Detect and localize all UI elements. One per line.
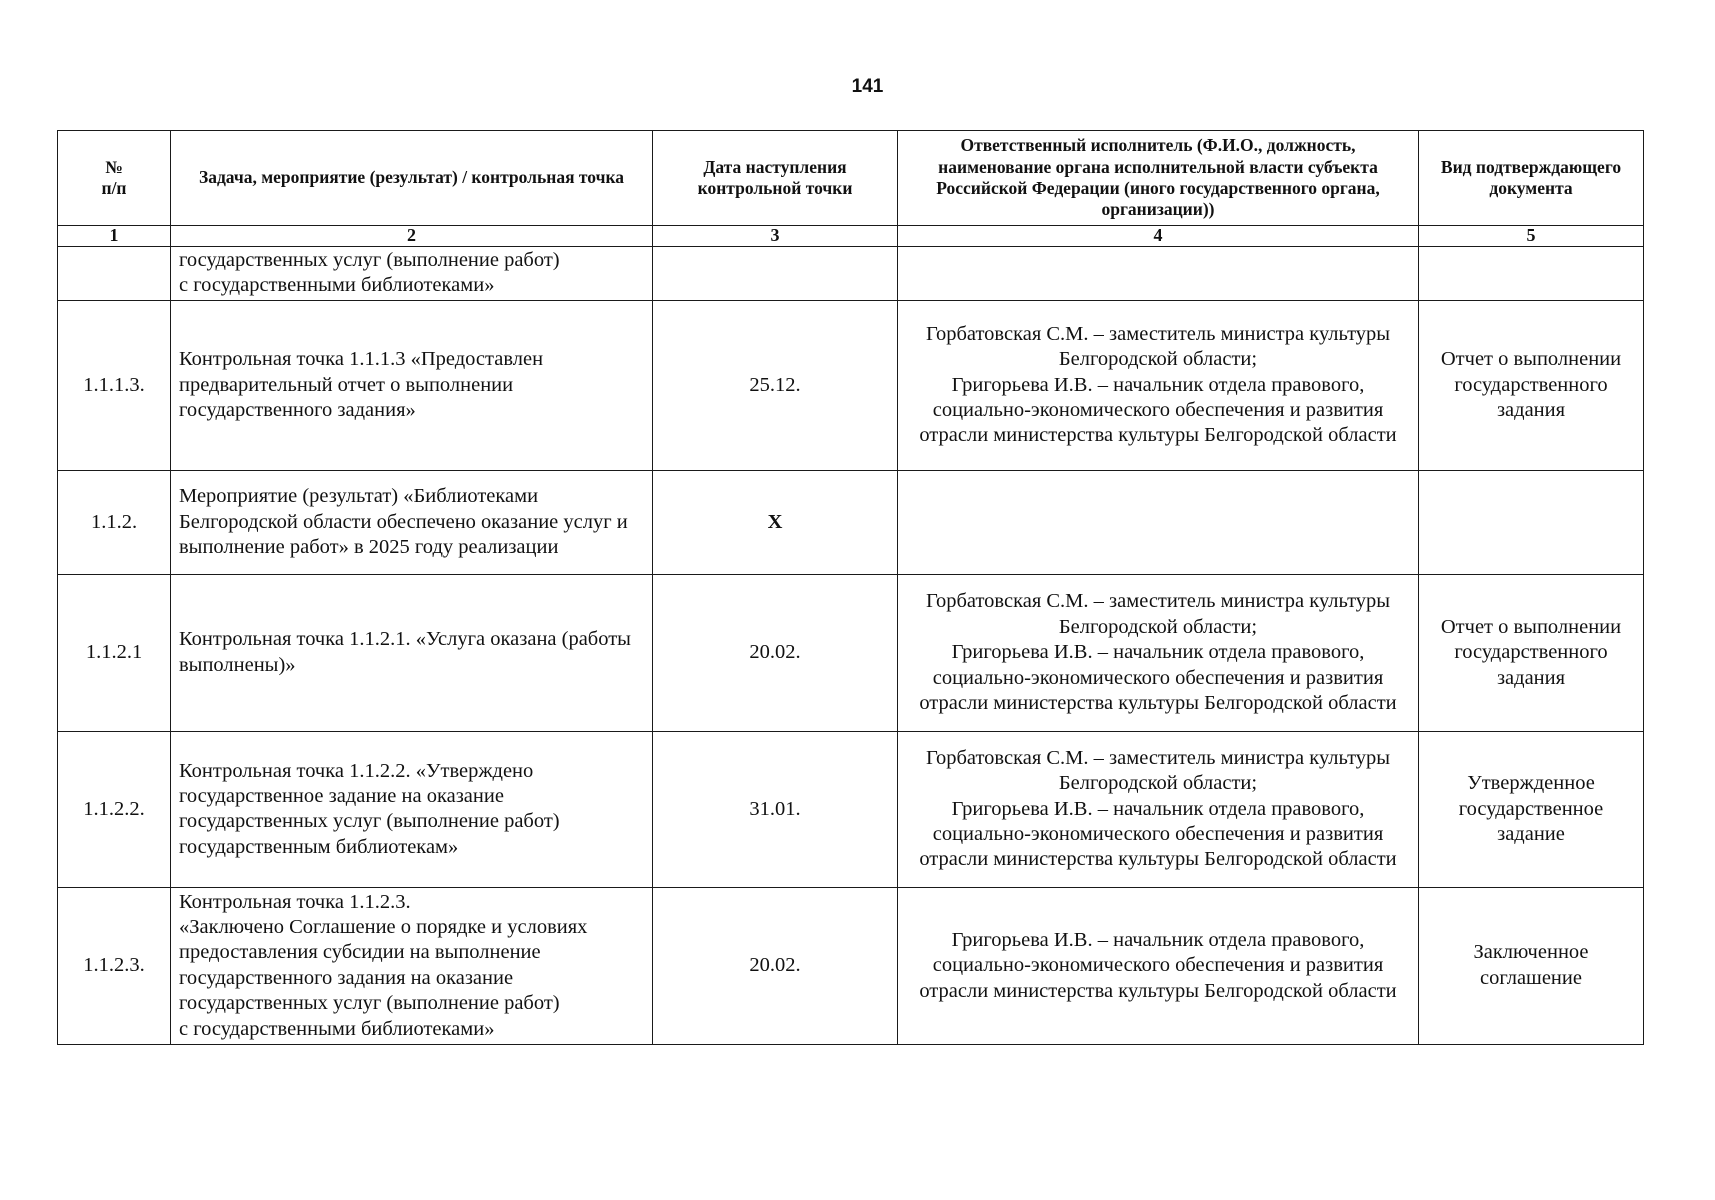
header-task: Задача, мероприятие (результат) / контрольная точка [171,131,653,226]
table-row [58,887,1644,1044]
row-document [1419,247,1644,301]
row-responsible: Горбатовская С.М. – заместитель министра культуры Белгородской области; Григорьева И.В. – начальник отдела правового, социально-экономического обеспечения и развития отрасли министерства культуры Белгородской области [898,731,1419,887]
row-date: 25.12. [653,300,898,470]
row-date: 31.01. [653,731,898,887]
table-row [58,247,1644,301]
table-row [58,731,1644,887]
row-date: X [653,470,898,574]
header-date: Дата наступления контрольной точки [653,131,898,226]
row-task: Контрольная точка 1.1.2.3. «Заключено Соглашение о порядке и условиях предоставления субсидии на выполнение государственного задания на оказание государственных услуг (выполнение работ) с государственными библиотеками» [171,887,653,1044]
row-document: Заключенное соглашение [1419,887,1644,1044]
row-task: государственных услуг (выполнение работ) с государственными библиотеками» [171,247,653,301]
row-responsible: Горбатовская С.М. – заместитель министра культуры Белгородской области; Григорьева И.В. – начальник отдела правового, социально-экономического обеспечения и развития отрасли министерства культуры Белгородской области [898,574,1419,731]
row-number: 1.1.2.1 [58,574,171,731]
row-responsible [898,470,1419,574]
row-responsible: Горбатовская С.М. – заместитель министра культуры Белгородской области; Григорьева И.В. – начальник отдела правового, социально-экономического обеспечения и развития отрасли министерства культуры Белгородской области [898,300,1419,470]
row-document: Отчет о выполнении государственного задания [1419,300,1644,470]
row-task: Контрольная точка 1.1.2.1. «Услуга оказана (работы выполнены)» [171,574,653,731]
row-date [653,247,898,301]
header-document: Вид подтверждающего документа [1419,131,1644,226]
row-responsible: Григорьева И.В. – начальник отдела правового, социально-экономического обеспечения и развития отрасли министерства культуры Белгородской области [898,887,1419,1044]
control-points-table [57,130,1644,1045]
table-row [58,300,1644,470]
row-task: Контрольная точка 1.1.1.3 «Предоставлен предварительный отчет о выполнении государственного задания» [171,300,653,470]
row-document: Отчет о выполнении государственного задания [1419,574,1644,731]
table-row [58,470,1644,574]
column-number: 4 [898,226,1419,247]
row-date: 20.02. [653,574,898,731]
column-number: 1 [58,226,171,247]
row-document: Утвержденное государственное задание [1419,731,1644,887]
row-number: 1.1.1.3. [58,300,171,470]
header-responsible: Ответственный исполнитель (Ф.И.О., должность, наименование органа исполнительной власти субъекта Российской Федерации (иного государственного органа, организации)) [898,131,1419,226]
table-row [58,574,1644,731]
row-date: 20.02. [653,887,898,1044]
column-number: 3 [653,226,898,247]
row-number [58,247,171,301]
row-task: Контрольная точка 1.1.2.2. «Утверждено государственное задание на оказание государственных услуг (выполнение работ) государственным библиотекам» [171,731,653,887]
row-number: 1.1.2. [58,470,171,574]
row-number: 1.1.2.2. [58,731,171,887]
table-header-row [58,131,1644,226]
header-number: № п/п [58,131,171,226]
column-number: 5 [1419,226,1644,247]
column-number: 2 [171,226,653,247]
page-number: 141 [851,76,884,97]
column-number-row [58,226,1644,247]
row-responsible [898,247,1419,301]
row-document [1419,470,1644,574]
row-number: 1.1.2.3. [58,887,171,1044]
row-task: Мероприятие (результат) «Библиотеками Белгородской области обеспечено оказание услуг и выполнение работ» в 2025 году реализации [171,470,653,574]
